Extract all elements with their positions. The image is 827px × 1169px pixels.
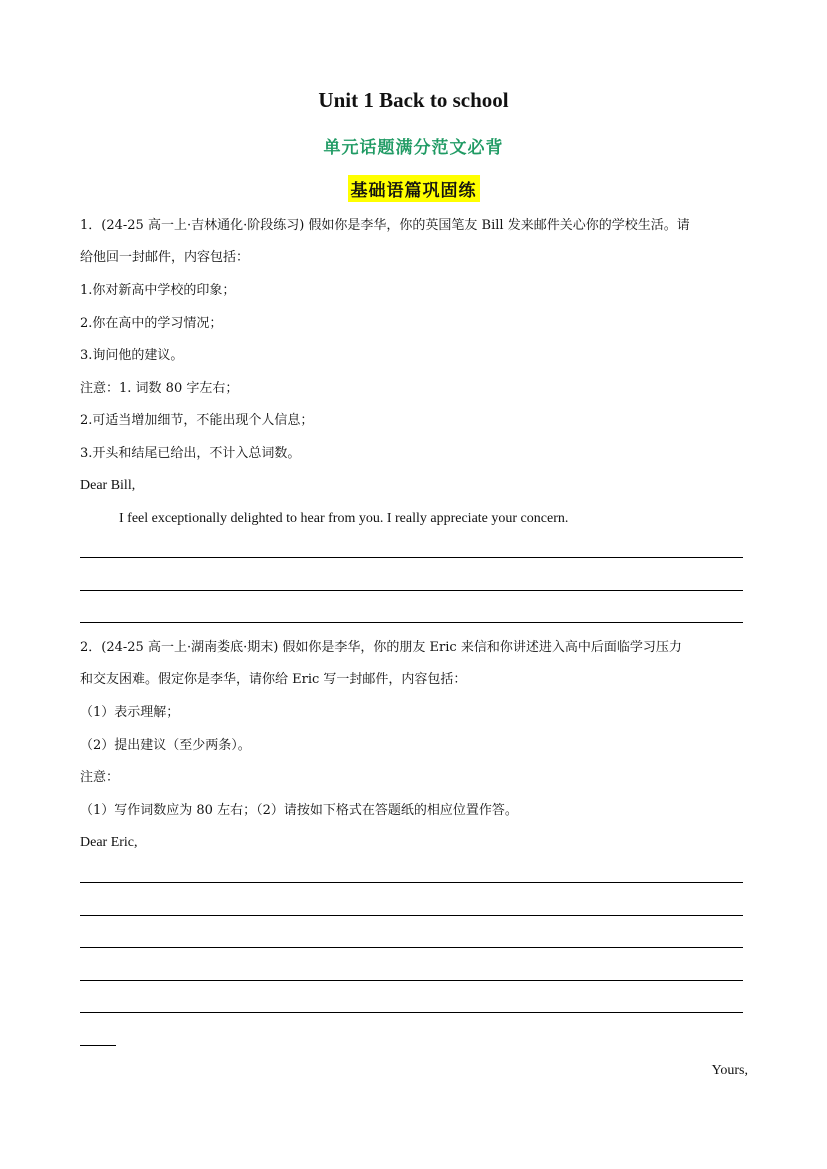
q1-answer-line [80, 557, 743, 558]
q2-prompt-line1: 2．(24-25 高一上·湖南娄底·期末) 假如你是李华，你的朋友 Eric 来信和你讲述进入高中后面临学习压力 [80, 640, 682, 655]
q1-point-3: 3.询问他的建议。 [80, 348, 184, 363]
q2-answer-line [80, 947, 743, 948]
section-heading: 基础语篇巩固练 [348, 175, 480, 202]
q1-note-1: 注意：1. 词数 80 字左右； [80, 381, 239, 396]
q1-note-3: 3.开头和结尾已给出，不计入总词数。 [80, 446, 301, 461]
q2-answer-line-short [80, 1045, 116, 1046]
q1-answer-line [80, 622, 743, 623]
section-heading-wrap [0, 175, 827, 202]
q1-opening-sentence: I feel exceptionally delighted to hear from you. I really appreciate your concern. [119, 511, 569, 526]
q1-prompt-line2: 给他回一封邮件，内容包括： [80, 250, 250, 265]
q2-point-2: （2）提出建议（至少两条）。 [80, 738, 251, 753]
q2-answer-line [80, 882, 743, 883]
q2-greeting: Dear Eric, [80, 835, 138, 850]
q1-answer-line [80, 590, 743, 591]
q1-point-2: 2.你在高中的学习情况； [80, 316, 223, 331]
page-subtitle: 单元话题满分范文必背 [323, 138, 504, 158]
q2-point-1: （1）表示理解； [80, 705, 180, 720]
q1-prompt-line1: 1．(24-25 高一上·吉林通化·阶段练习) 假如你是李华，你的英国笔友 Bill 发来邮件关心你的学校生活。请 [80, 218, 690, 233]
q2-answer-line [80, 980, 743, 981]
q2-prompt-line2: 和交友困难。假定你是李华，请你给 Eric 写一封邮件，内容包括： [80, 672, 467, 687]
q2-answer-line [80, 1012, 743, 1013]
q2-closing: Yours, [711, 1063, 748, 1078]
q2-note-label: 注意： [80, 770, 120, 785]
q2-answer-line [80, 915, 743, 916]
q1-greeting: Dear Bill, [80, 478, 136, 493]
page-title: Unit 1 Back to school [318, 88, 509, 112]
q1-note-2: 2.可适当增加细节，不能出现个人信息； [80, 413, 314, 428]
q2-note-1: （1）写作词数应为 80 左右；（2）请按如下格式在答题纸的相应位置作答。 [80, 803, 518, 818]
q1-point-1: 1.你对新高中学校的印象； [80, 283, 236, 298]
